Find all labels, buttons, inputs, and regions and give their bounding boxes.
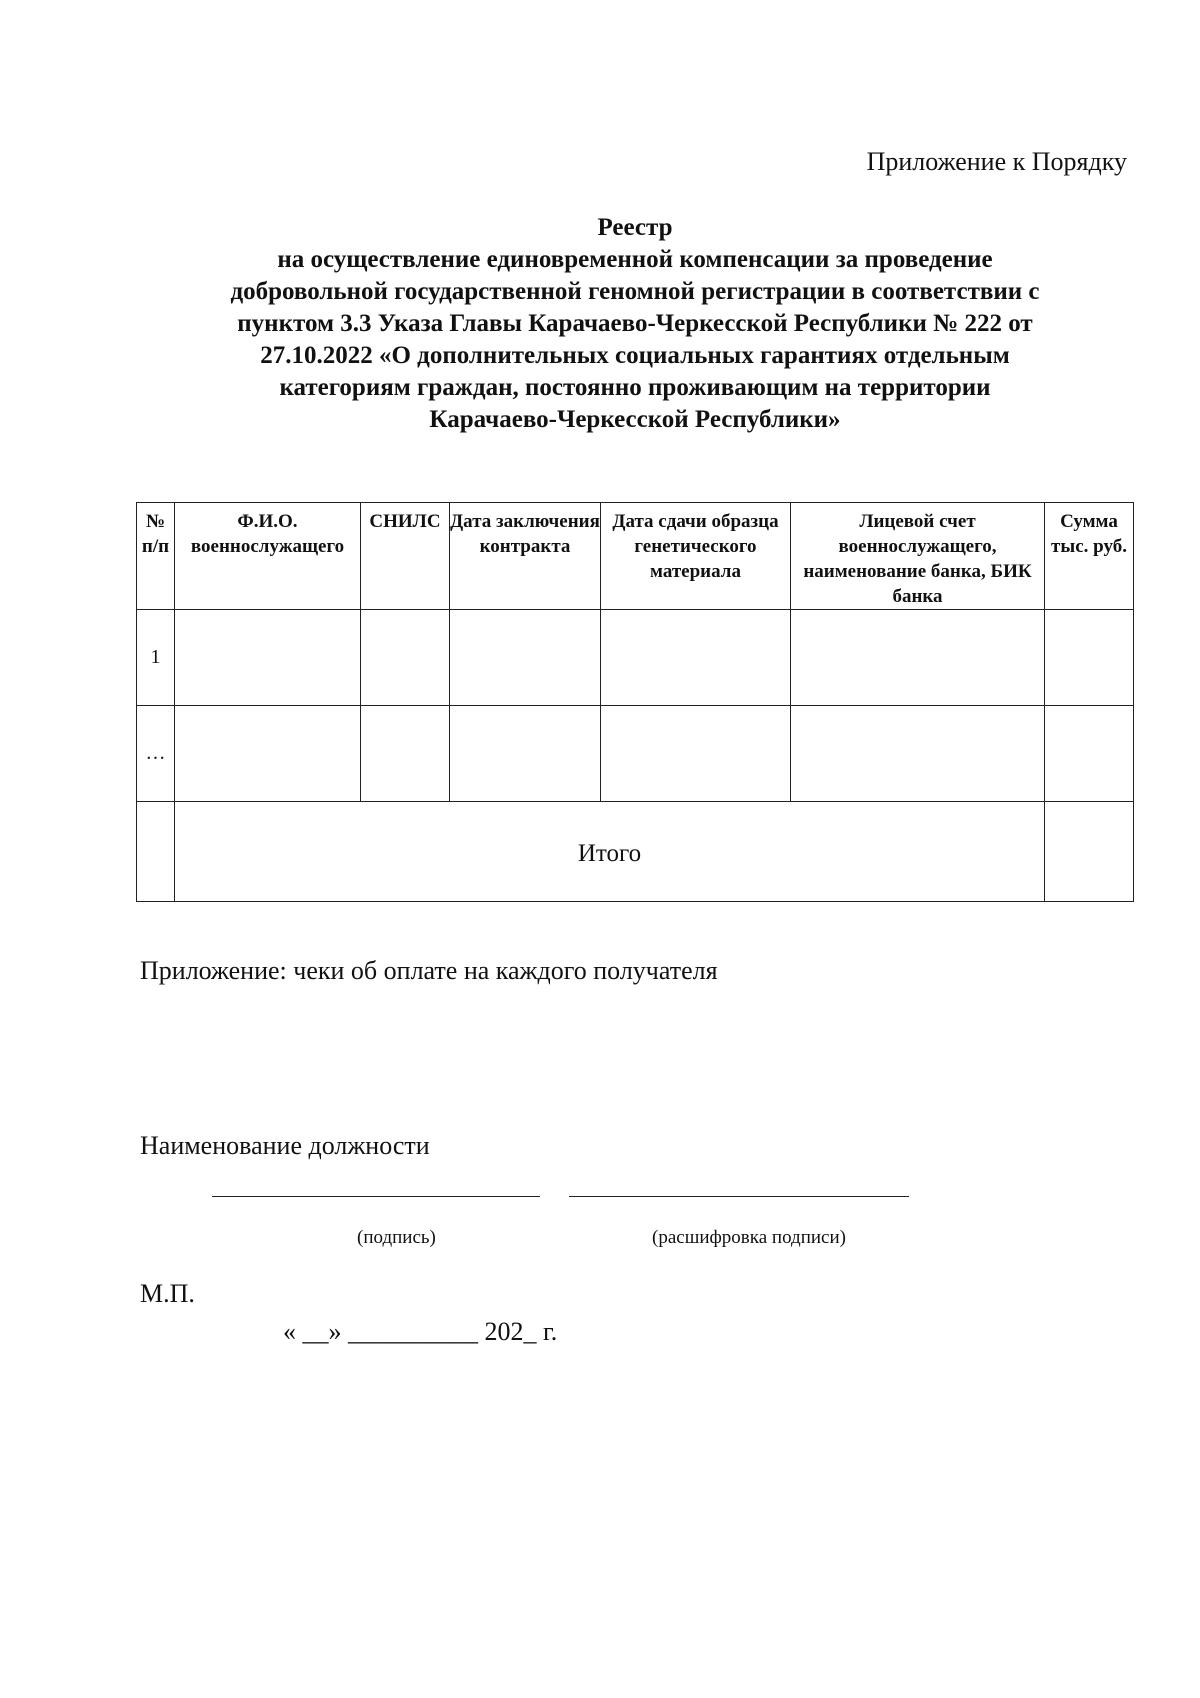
cell-account [791,610,1045,706]
cell-amount [1045,706,1134,802]
total-row [137,802,1134,902]
title-line: категориям граждан, постоянно проживающим на территории [279,374,991,401]
row-number: … [137,706,175,802]
total-amount [1045,802,1134,902]
cell-sample-date [601,610,791,706]
title-line: Реестр [597,214,673,241]
col-header-number: № п/п [137,503,175,610]
cell-fio [175,706,361,802]
cell-fio [175,610,361,706]
col-header-sample-date: Дата сдачи образца генетического материала [601,503,791,610]
signature-line [212,1196,540,1197]
title-line: добровольной государственной геномной регистрации в соответствии с [230,278,1040,305]
appendix-label: Приложение к Порядку [866,147,1127,176]
col-header-account: Лицевой счет военнослужащего, наименование банка, БИК банка [791,503,1045,610]
cell-snils [361,706,450,802]
total-row-number [137,802,175,902]
document-title [130,212,1140,436]
col-header-fio: Ф.И.О. военнослужащего [175,503,361,610]
table-row [137,610,1134,706]
cell-account [791,706,1045,802]
signature-caption: (подпись) [357,1227,436,1248]
title-line: на осуществление единовременной компенсации за проведение [277,246,993,273]
table-row [137,706,1134,802]
attachment-note: Приложение: чеки об оплате на каждого получателя [140,956,718,985]
signature-decoding-caption: (расшифровка подписи) [652,1227,846,1248]
cell-contract-date [450,706,601,802]
stamp-label: М.П. [140,1279,195,1308]
registry-table [136,502,1134,902]
title-line: пунктом 3.3 Указа Главы Карачаево-Черкесской Республики № 222 от [237,310,1033,337]
cell-sample-date [601,706,791,802]
table-header-row [137,503,1134,610]
signature-decoding-line [569,1196,909,1197]
cell-amount [1045,610,1134,706]
cell-snils [361,610,450,706]
title-line: Карачаево-Черкесской Республики» [429,406,841,433]
col-header-snils: СНИЛС [361,503,450,610]
title-line: 27.10.2022 «О дополнительных социальных гарантиях отдельным [260,342,1010,369]
date-line: « __» __________ 202_ г. [283,1317,558,1346]
col-header-contract-date: Дата заключения контракта [450,503,601,610]
cell-contract-date [450,610,601,706]
col-header-amount: Сумма тыс. руб. [1045,503,1134,610]
position-label: Наименование должности [140,1131,430,1160]
total-label: Итого [175,802,1045,902]
row-number: 1 [137,610,175,706]
